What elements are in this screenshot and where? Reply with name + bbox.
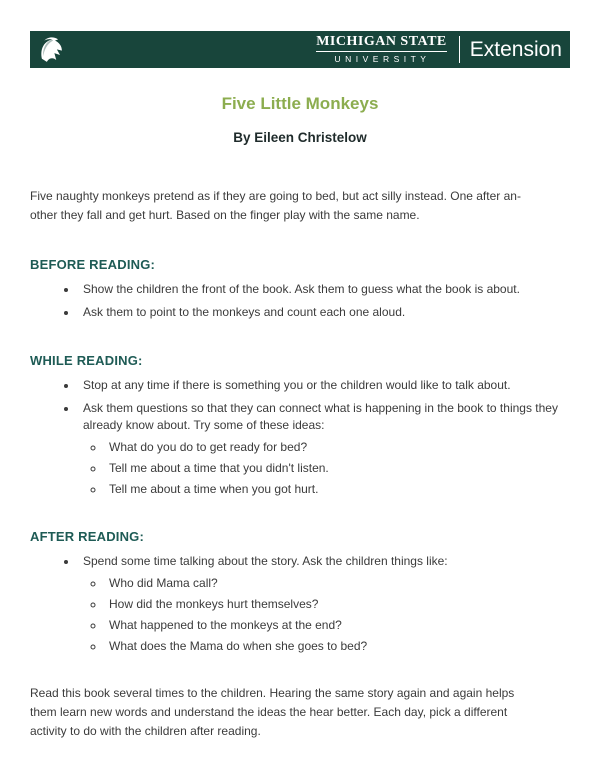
- list-item: [78, 400, 570, 497]
- sub-list-item: ◦ What do you do to get ready for bed?: [105, 439, 570, 455]
- page-title: Five Little Monkeys: [221, 94, 379, 113]
- bullet-list: [30, 281, 570, 321]
- section-before-reading: [30, 257, 570, 321]
- sub-bullet-list: [83, 439, 570, 497]
- section-heading: AFTER READING:: [30, 529, 145, 544]
- intro-line: other they fall and get hurt. Based on the finger play with the same name.: [30, 208, 420, 222]
- list-item-text: Spend some time talking about the story. Ask the children things like:: [83, 554, 448, 568]
- closing-line: activity to do with the children after reading.: [30, 724, 261, 738]
- sub-list-item: ◦ Tell me about a time that you didn't listen.: [105, 460, 570, 476]
- list-item: • Ask them to point to the monkeys and count each one aloud.: [78, 304, 570, 321]
- closing-line: Read this book several times to the children. Hearing the same story again and again helps: [30, 686, 515, 700]
- spartan-helmet-icon: [35, 35, 65, 65]
- list-item: [78, 553, 570, 654]
- bullet-list: [30, 553, 570, 654]
- sub-list-item: ◦ How did the monkeys hurt themselves?: [105, 596, 570, 612]
- section-while-reading: [30, 353, 570, 497]
- bullet-list: [30, 377, 570, 497]
- sub-bullet-list: [83, 575, 570, 654]
- section-after-reading: [30, 529, 570, 654]
- list-item: • Show the children the front of the book. Ask them to guess what the book is about.: [78, 281, 570, 298]
- sub-list-item: ◦ What does the Mama do when she goes to bed?: [105, 638, 570, 654]
- sub-list-item: ◦ Tell me about a time when you got hurt.: [105, 481, 570, 497]
- section-heading: BEFORE READING:: [30, 257, 156, 272]
- byline: By Eileen Christelow: [233, 130, 367, 145]
- extension-label: Extension: [469, 38, 562, 61]
- closing-paragraph: [30, 684, 570, 741]
- header-bar: [30, 31, 570, 68]
- document-page: [30, 0, 570, 741]
- brand-lockup: [316, 35, 562, 64]
- section-heading: WHILE READING:: [30, 353, 143, 368]
- list-item: • Stop at any time if there is something you or the children would like to talk about.: [78, 377, 570, 394]
- wordmark-line2: UNIVERSITY: [334, 54, 431, 64]
- brand-divider: [459, 36, 460, 63]
- msu-wordmark: [316, 35, 447, 64]
- wordmark-line1: MICHIGAN STATE: [316, 35, 447, 52]
- list-item-text: Ask them questions so that they can connect what is happening in the book to things they already know about. Try some of these ideas:: [83, 401, 558, 432]
- closing-line: them learn new words and understand the ideas the hear better. Each day, pick a different: [30, 705, 508, 719]
- intro-line: Five naughty monkeys pretend as if they are going to bed, but act silly instead. One after an-: [30, 189, 521, 203]
- intro-paragraph: [30, 187, 570, 225]
- sub-list-item: ◦ What happened to the monkeys at the end?: [105, 617, 570, 633]
- sub-list-item: ◦ Who did Mama call?: [105, 575, 570, 591]
